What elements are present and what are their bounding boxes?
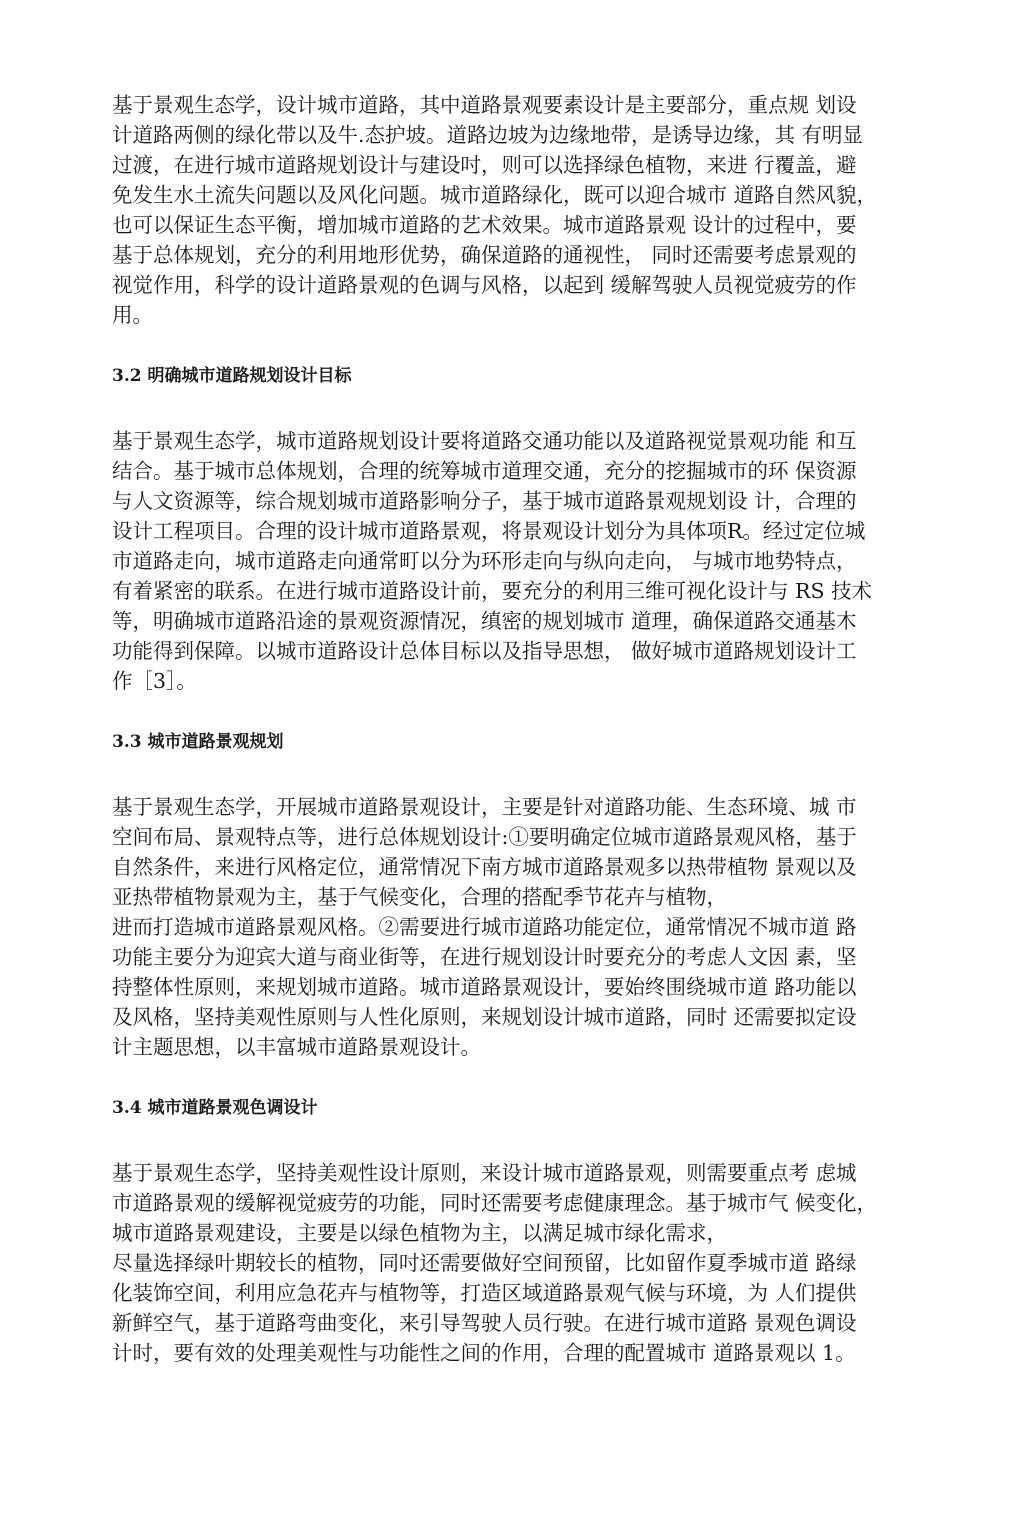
text-line: 功能得到保障。以城市道路设计总体目标以及指导思想， 做好城市道路规划设计工 xyxy=(112,639,857,663)
text-line: 有着紧密的联系。在进行城市道路设计前，要充分的利用三维可视化设计与 RS 技术 xyxy=(112,579,873,603)
text-line: 新鲜空气，基于道路弯曲变化，来引导驾驶人员行驶。在进行城市道路 景观色调设 xyxy=(112,1311,857,1335)
text-line: 城市道路景观建设，主要是以绿色植物为主，以满足城市绿化需求， xyxy=(112,1221,727,1245)
text-line: 进而打造城市道路景观风格。②需要进行城市道路功能定位，通常情况不城市道 路 xyxy=(112,915,857,939)
text-line: 基于总体规划，充分的利用地形优势，确保道路的通视性， 同时还需要考虑景观的 xyxy=(112,243,857,267)
text-line: 亚热带植物景观为主，基于气候变化，合理的搭配季节花卉与植物， xyxy=(112,885,727,909)
text-line: 等，明确城市道路沿途的景观资源情况，缜密的规划城市 道理，确保道路交通基木 xyxy=(112,609,857,633)
text-line: 基于景观生态学，城市道路规划设计要将道路交通功能以及道路视觉景观功能 和互 xyxy=(112,429,857,453)
section-heading-3-4: 3.4 城市道路景观色调设计 xyxy=(112,1098,318,1118)
document-page xyxy=(112,90,924,1368)
text-line: 自然条件，来进行风格定位，通常情况下南方城市道路景观多以热带植物 景观以及 xyxy=(112,855,857,879)
paragraph-3-2 xyxy=(112,426,924,696)
text-line: 免发生水土流失问题以及风化问题。城市道路绿化，既可以迎合城市 道路自然风貌， xyxy=(112,183,878,207)
section-heading-3-3: 3.3 城市道路景观规划 xyxy=(112,732,284,752)
text-line: 基于景观生态学，设计城市道路，其中道路景观要素设计是主要部分，重点规 划设 xyxy=(112,93,857,117)
paragraph-3-4 xyxy=(112,1158,924,1368)
paragraph-intro xyxy=(112,90,924,330)
text-line: 市道路走向，城市道路走向通常町以分为环形走向与纵向走向， 与城市地势特点， xyxy=(112,549,857,573)
text-line: 持整体性原则，来规划城市道路。城市道路景观设计，要始终围绕城市道 路功能以 xyxy=(112,975,857,999)
text-line: 也可以保证生态平衡，增加城市道路的艺术效果。城市道路景观 设计的过程中，要 xyxy=(112,213,857,237)
text-line: 作［3］。 xyxy=(112,669,197,693)
text-line: 尽量选择绿叶期较长的植物，同吋还需要做好空间预留，比如留作夏季城市道 路绿 xyxy=(112,1251,857,1275)
text-line: 化装饰空间，利用应急花卉与植物等，打造区域道路景观气候与环境，为 人们提供 xyxy=(112,1281,857,1305)
paragraph-3-3 xyxy=(112,792,924,1062)
text-line: 基于景观生态学，坚持美观性设计原则，来设计城市道路景观，则需要重点考 虑城 xyxy=(112,1161,857,1185)
text-line: 计时，要有效的处理美观性与功能性之间的作用，合理的配置城市 道路景观以 1。 xyxy=(112,1341,856,1365)
text-line: 视觉作用，科学的设计道路景观的色调与风格，以起到 缓解驾驶人员视觉疲劳的作 xyxy=(112,273,857,297)
text-line: 过渡，在进行城市道路规划设计与建设吋，则可以选择绿色植物，来进 行覆盖，避 xyxy=(112,153,857,177)
text-line: 计道路两侧的绿化带以及牛.态护坡。道路边坡为边缘地带，是诱导边缘，其 有明显 xyxy=(112,123,864,147)
text-line: 与人文资源等，综合规划城市道路影响分子，基于城市道路景观规划设 计，合理的 xyxy=(112,489,857,513)
text-line: 空间布局、景观特点等，进行总体规划设计:①要明确定位城市道路景观风格，基于 xyxy=(112,825,857,849)
section-heading-3-2: 3.2 明确城市道路规划设计目标 xyxy=(112,366,352,386)
text-line: 基于景观生态学，开展城市道路景观设计，主要是针对道路功能、生态环境、城 市 xyxy=(112,795,857,819)
text-line: 设计工程项目。合理的设计城市道路景观，将景观设计划分为具体项R。经过定位城 xyxy=(112,519,866,543)
text-line: 功能主要分为迎宾大道与商业街等，在进行规划设计时要充分的考虑人文因 素，坚 xyxy=(112,945,857,969)
text-line: 用。 xyxy=(112,303,153,327)
text-line: 及风格，坚持美观性原则与人性化原则，来规划设计城市道路，同时 还需要拟定设 xyxy=(112,1005,857,1029)
text-line: 市道路景观的缓解视觉疲劳的功能，同时还需要考虑健康理念。基于城市气 候变化， xyxy=(112,1191,878,1215)
text-line: 计主题思想，以丰富城市道路景观设计。 xyxy=(112,1035,481,1059)
text-line: 结合。基于城市总体规划，合理的统筹城市道理交通，充分的挖掘城市的环 保资源 xyxy=(112,459,857,483)
